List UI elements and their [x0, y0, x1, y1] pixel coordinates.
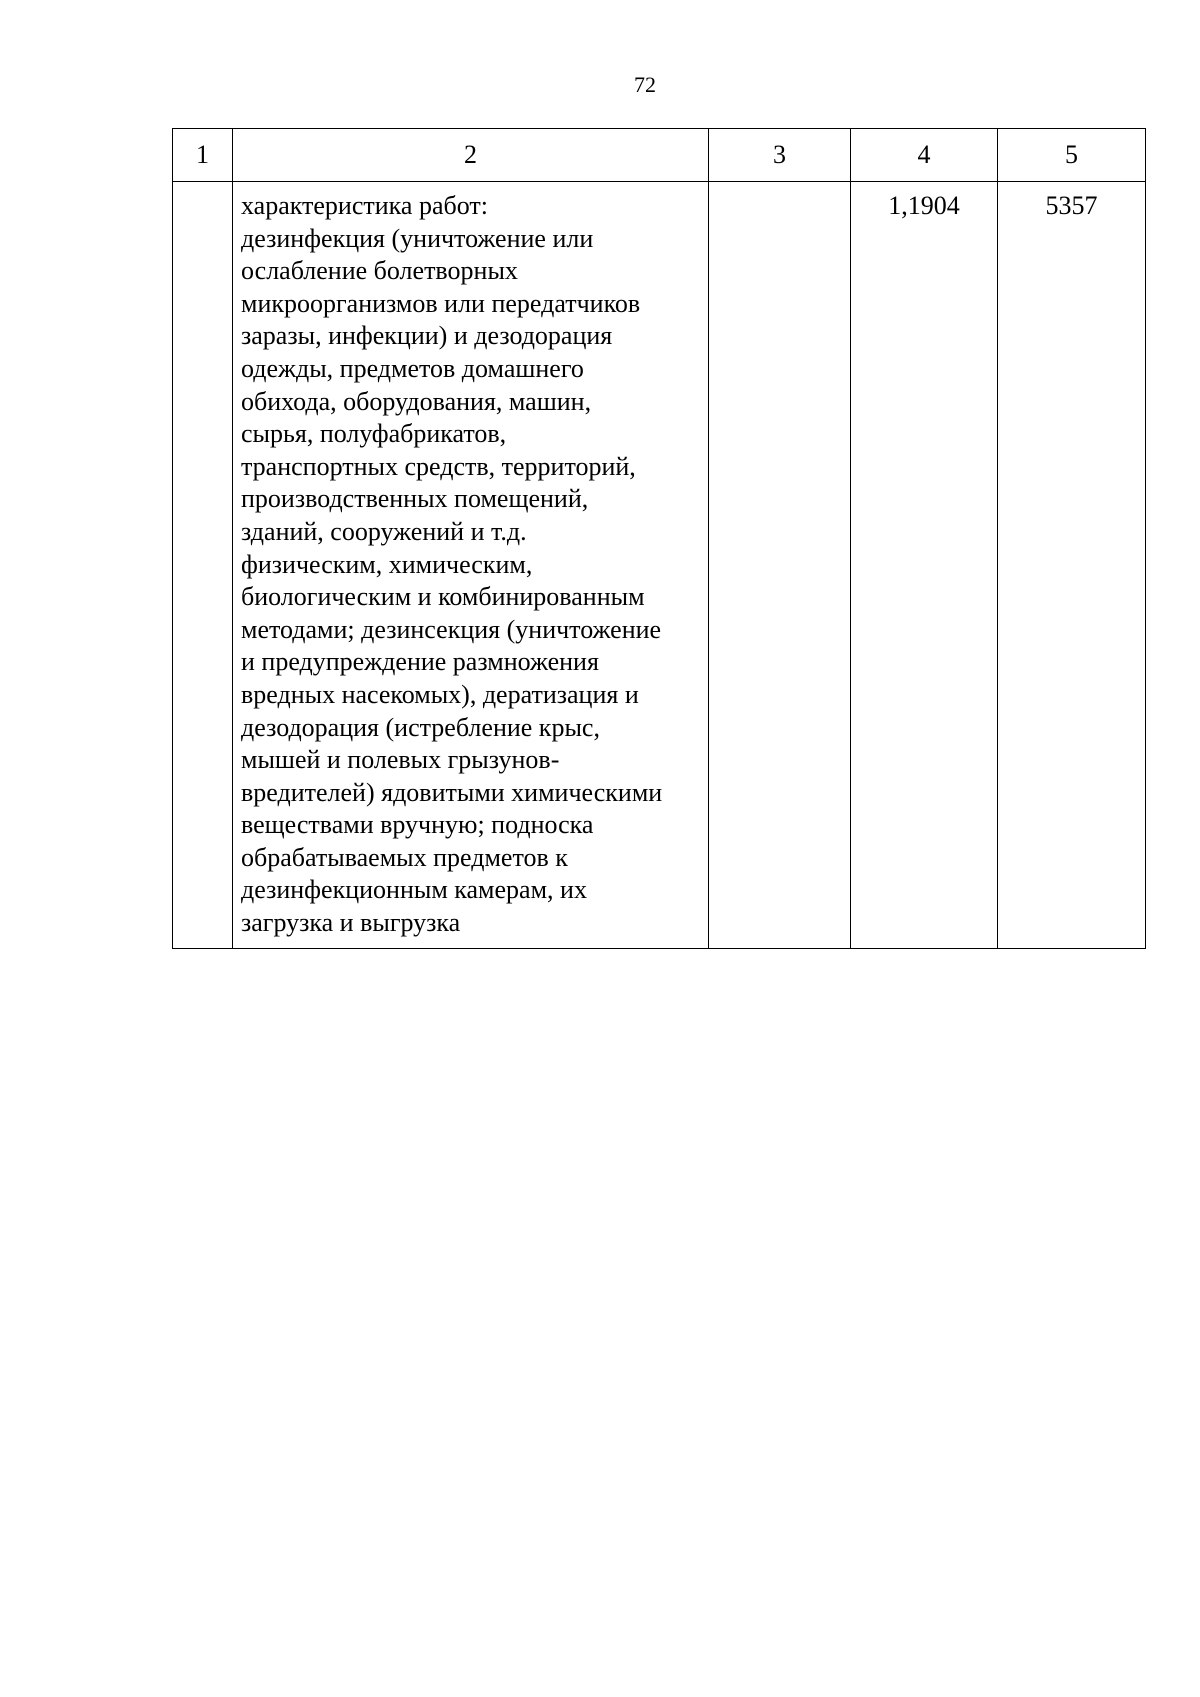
description-line: обрабатываемых предметов к — [241, 842, 568, 872]
description-line: физическим, химическим, — [241, 549, 533, 579]
description-line: биологическим и комбинированным — [241, 582, 645, 612]
header-col-1: 1 — [173, 129, 233, 182]
cell-amount: 5357 — [998, 182, 1146, 949]
description-line: микроорганизмов или передатчиков — [241, 288, 641, 318]
cell-col-3 — [709, 182, 851, 949]
description-line: зданий, сооружений и т.д. — [241, 516, 527, 546]
cell-col-1 — [173, 182, 233, 949]
description-line: ослабление болетворных — [241, 256, 518, 286]
description-line: заразы, инфекции) и дезодорация — [241, 321, 613, 351]
table-row — [173, 182, 1146, 949]
description-line: веществами вручную; подноска — [241, 810, 594, 840]
description-line: и предупреждение размножения — [241, 647, 599, 677]
description-line: вредителей) ядовитыми химическими — [241, 777, 663, 807]
description-line: одежды, предметов домашнего — [241, 353, 584, 383]
description-line: дезинфекционным камерам, их — [241, 875, 587, 905]
description-line: загрузка и выгрузка — [241, 908, 461, 938]
description-line: характеристика работ: — [241, 191, 488, 220]
header-col-3: 3 — [709, 129, 851, 182]
description-line: дезодорация (истребление крыс, — [241, 712, 600, 742]
description-line: транспортных средств, территорий, — [241, 451, 636, 481]
description-line: сырья, полуфабрикатов, — [241, 419, 507, 449]
header-col-5: 5 — [998, 129, 1146, 182]
description-line: обихода, оборудования, машин, — [241, 386, 592, 416]
description-line: производственных помещений, — [241, 484, 589, 514]
cell-coefficient: 1,1904 — [851, 182, 998, 949]
description-line: мышей и полевых грызунов- — [241, 745, 560, 775]
cell-work-description — [233, 182, 709, 949]
table-header-row — [173, 129, 1146, 182]
page-number: 72 — [634, 72, 656, 97]
header-col-4: 4 — [851, 129, 998, 182]
description-line: дезинфекция (уничтожение или — [241, 223, 594, 253]
description-line: вредных насекомых), дератизация и — [241, 679, 639, 709]
header-col-2: 2 — [233, 129, 709, 182]
description-line: методами; дезинсекция (уничтожение — [241, 614, 662, 644]
tariff-table — [172, 128, 1146, 949]
